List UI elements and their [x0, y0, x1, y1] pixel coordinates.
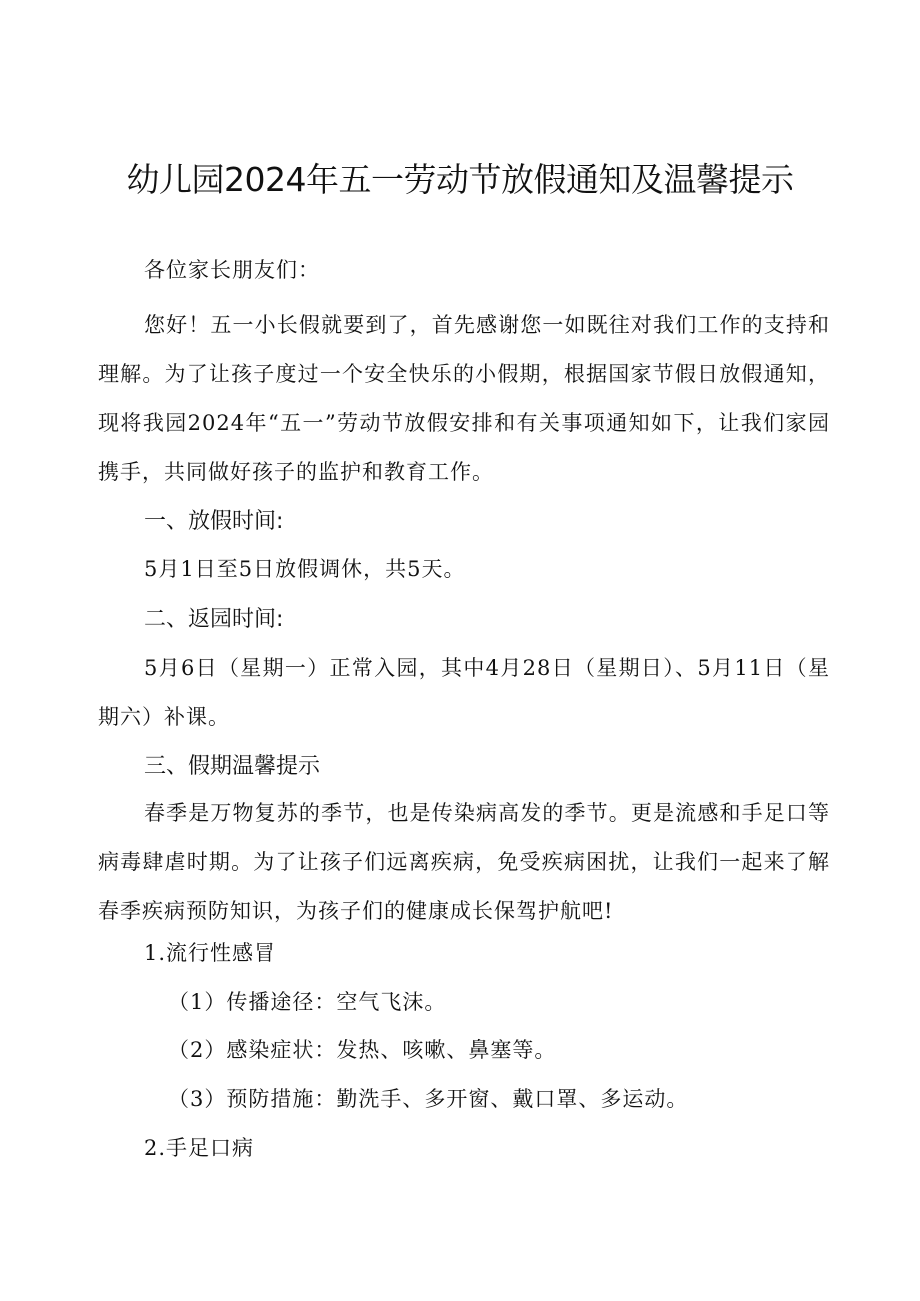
item-hfmd-label: 2.手足口病: [144, 1136, 255, 1160]
salutation: 各位家长朋友们：: [144, 258, 320, 282]
holiday-time-text: 5月1日至5日放假调休，共5天。: [144, 557, 466, 581]
item-flu-label: 1.流行性感冒: [144, 941, 277, 965]
section-heading-holiday-tips: 三、假期温馨提示: [144, 754, 321, 779]
intro-paragraph: 您好！五一小长假就要到了，首先感谢您一如既往对我们工作的支持和理解。为了让孩子度过一个安全快乐的小假期，根据国家节假日放假通知，现将我园2024年“五一”劳动节放假安排和有关事项通知如下，让我们家园携手，共同做好孩子的监护和教育工作。: [98, 313, 830, 484]
item-flu-point: （3）预防措施：勤洗手、多开窗、戴口罩、多运动。: [168, 1087, 689, 1111]
section-heading-return-time: 二、返园时间:: [144, 607, 284, 632]
holiday-tips-text: 春季是万物复苏的季节，也是传染病高发的季节。更是流感和手足口等病毒肆虐时期。为了让孩子们远离疾病，免受疾病困扰，让我们一起来了解春季疾病预防知识，为孩子们的健康成长保驾护航吧!: [98, 801, 830, 923]
item-flu-point: （2）感染症状：发热、咳嗽、鼻塞等。: [168, 1038, 557, 1062]
item-flu-point: （1）传播途径：空气飞沫。: [168, 990, 447, 1014]
section-heading-holiday-time: 一、放假时间:: [144, 509, 284, 534]
document-title: 幼儿园2024年五一劳动节放假通知及温馨提示: [126, 160, 794, 199]
return-time-text: 5月6日（星期一）正常入园，其中4月28日（星期日）、5月11日（星期六）补课。: [98, 656, 830, 729]
